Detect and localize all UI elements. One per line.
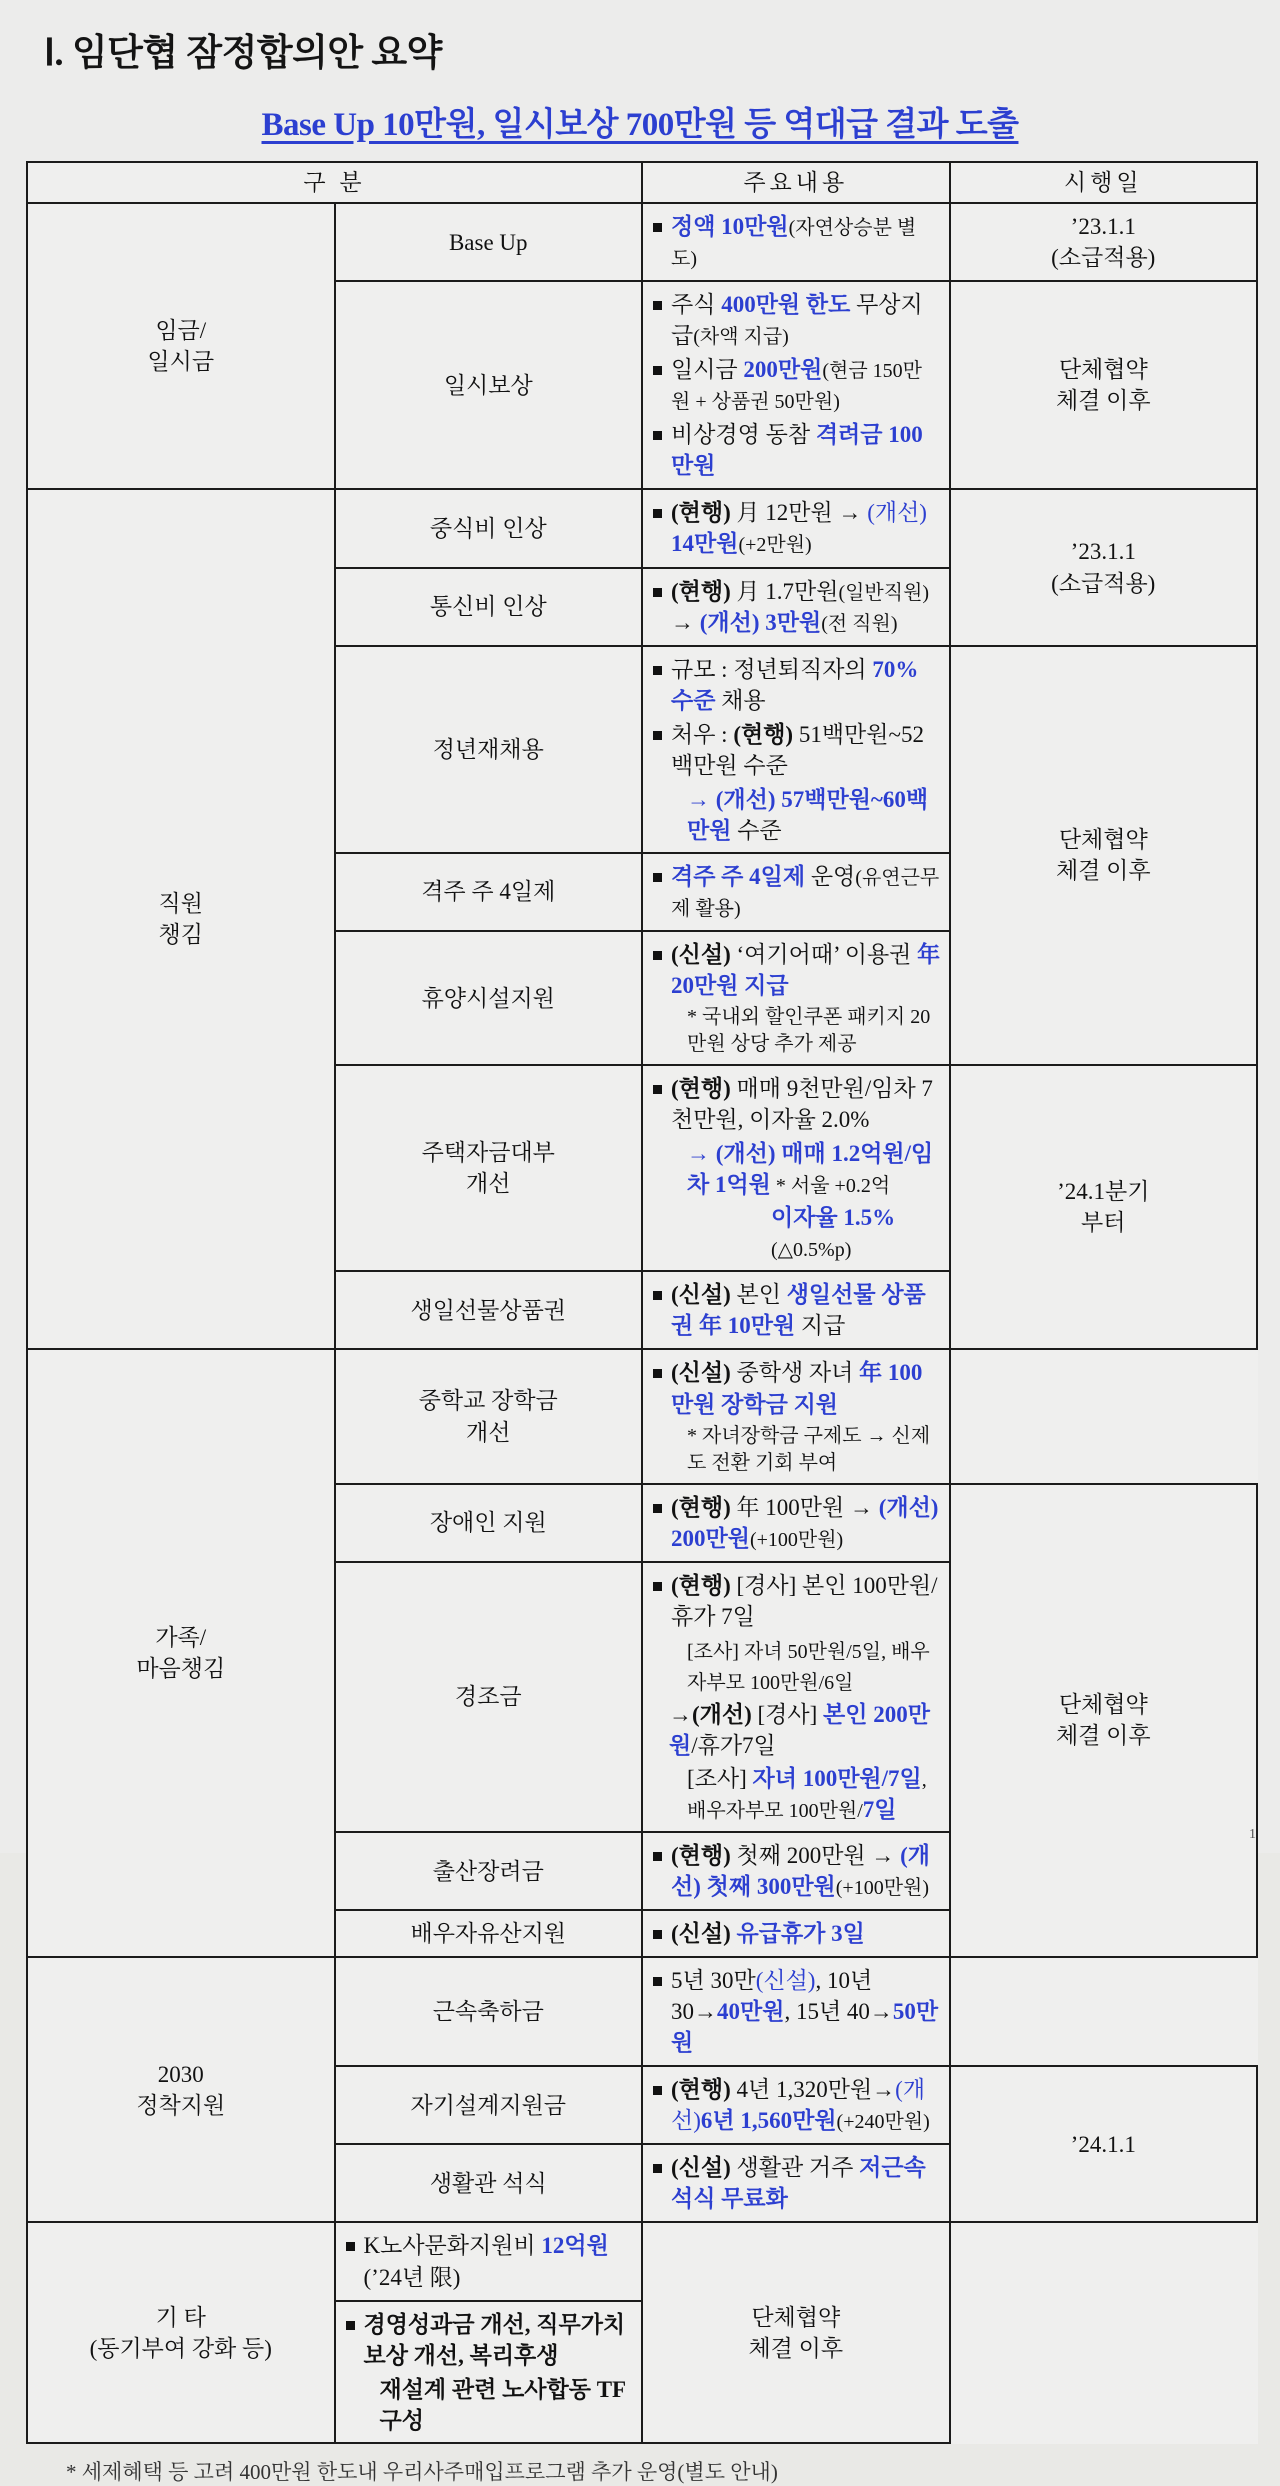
item-cell: 생일선물상품권: [335, 1271, 643, 1349]
bullet-line: [651, 1357, 941, 1419]
text-span: (현행): [671, 1076, 731, 1102]
text-span: 月 12만원 →: [730, 500, 868, 526]
text-span: (현행): [671, 2077, 731, 2103]
content-cell: [642, 1957, 950, 2066]
content-cell: [642, 2066, 950, 2144]
text-span: [경사]: [751, 1701, 824, 1727]
bullet-line: [651, 497, 941, 559]
page-title: Ⅰ. 임단협 잠정합의안 요약: [44, 33, 442, 74]
text-span: (자연상승분 별도): [671, 217, 917, 271]
text-span: [조사]: [687, 1765, 753, 1791]
text-span: , 배우자부모 100만원/: [687, 1768, 927, 1822]
note-line: [651, 1004, 941, 1058]
bullet-line: [651, 1570, 941, 1632]
text-span: ‘여기어때’ 이용권: [730, 941, 918, 967]
page-subtitle: Base Up 10만원, 일시보상 700만원 등 역대급 결과 도출: [261, 107, 1019, 143]
text-span: (차액 지급): [693, 326, 789, 349]
table-row: [27, 2222, 1257, 2300]
text-span: (신설): [671, 1360, 731, 1386]
continuation-line: [651, 1138, 941, 1200]
text-span: (+2만원): [738, 534, 812, 557]
item-cell: 주택자금대부 개선: [335, 1065, 643, 1271]
text-span: 생일선물 상품권 年 10만원: [671, 1282, 926, 1339]
text-span: 첫째 200만원 →: [730, 1843, 901, 1869]
content-cell: [642, 1271, 950, 1349]
content-cell: [642, 489, 950, 567]
bullet-line: [651, 654, 941, 716]
text-span: 7일: [862, 1796, 897, 1822]
text-span: (+240만원): [836, 2111, 930, 2134]
text-span: (전 직원): [821, 612, 898, 635]
content-cell: [642, 1349, 950, 1483]
category-cell: 임금/ 일시금: [27, 203, 335, 489]
text-span: 400만원 한도: [721, 292, 851, 318]
text-span: 무상지급: [671, 292, 923, 349]
date-cell: ’24.1분기 부터: [950, 1065, 1258, 1349]
text-span: 年 100만원 →: [730, 1494, 879, 1520]
text-span: 생활관 거주: [730, 2155, 860, 2181]
bullet-line: [344, 2309, 634, 2371]
table-header-row: [27, 162, 1257, 203]
text-span: (현행): [671, 1572, 731, 1598]
text-span: 200만원: [743, 357, 823, 383]
text-span: (신설): [671, 2155, 731, 2181]
text-span: →: [669, 1701, 692, 1727]
text-span: K노사문화지원비: [363, 2233, 542, 2259]
text-span: 규모 : 정년퇴직자의: [671, 656, 873, 682]
text-span: 5년 30만: [671, 1968, 756, 1994]
category-cell: 기 타 (동기부여 강화 등): [27, 2222, 335, 2442]
text-span: 4년 1,320만원→: [730, 2077, 896, 2103]
text-span: (개선): [867, 500, 927, 526]
category-cell: 가족/ 마음챙김: [27, 1349, 335, 1957]
text-span: 격주 주 4일제: [671, 863, 806, 889]
item-cell: 출산장려금: [335, 1832, 643, 1910]
bullet-line: [651, 1965, 941, 2058]
text-span: 채용: [715, 687, 766, 713]
bullet-line: [651, 1492, 941, 1554]
text-span: (개선) 57백만원~60백만원: [687, 786, 929, 843]
header-category: 구 분: [27, 162, 642, 203]
content-cell: [642, 568, 950, 646]
text-span: (유연근무제 활용): [671, 866, 940, 920]
text-span: 70% 수준: [671, 656, 919, 713]
text-span: (+100만원): [835, 1877, 929, 1900]
text-span: 주식: [671, 292, 722, 318]
category-cell: 2030 정착지원: [27, 1957, 335, 2222]
text-span: 50만원: [671, 1999, 939, 2056]
text-span: 수준: [731, 817, 782, 843]
text-span: 처우 :: [671, 721, 734, 747]
text-span: 본인: [730, 1282, 787, 1308]
date-cell: 단체협약 체결 이후: [950, 1484, 1258, 1958]
item-cell: 근속축하금: [335, 1957, 643, 2066]
header-date: 시행일: [950, 162, 1258, 203]
bullet-line: [651, 576, 941, 638]
bullet-line: [651, 1918, 941, 1949]
text-span: (개선) 매매 1.2억원/임차 1억원: [687, 1141, 934, 1198]
content-cell: [642, 1065, 950, 1271]
content-cell: [642, 646, 950, 853]
bullet-line: [651, 419, 941, 481]
bullet-line: [651, 1073, 941, 1135]
text-span: (현행): [733, 721, 794, 747]
text-span: 일시금: [671, 357, 744, 383]
text-span: 격려금 100만원: [671, 422, 923, 479]
text-span: (△0.5%p): [771, 1239, 852, 1262]
text-span: (현행): [671, 1843, 731, 1869]
content-cell: [642, 1832, 950, 1910]
text-span: 年 20만원 지급: [671, 941, 941, 999]
text-span: (개선): [692, 1701, 752, 1727]
note-line: [651, 1423, 941, 1477]
table-row: [27, 203, 1257, 281]
date-cell: 단체협약 체결 이후: [642, 2222, 950, 2442]
text-span: (현행): [671, 578, 731, 604]
text-span: (’24년 限): [363, 2264, 461, 2290]
item-cell: 장애인 지원: [335, 1484, 643, 1562]
text-span: 年 100만원 장학금 지원: [671, 1360, 923, 1417]
bullet-line: [651, 861, 941, 923]
content-cell: [335, 2222, 643, 2300]
item-cell: 통신비 인상: [335, 568, 643, 646]
text-span: [경사] 본인 100만원/휴가 7일: [671, 1572, 938, 1629]
content-cell: [642, 1910, 950, 1957]
bullet-line: [651, 289, 941, 351]
page-number: 1: [1249, 1827, 1256, 1842]
text-span: 매매 9천만원/임차 7천만원, 이자율 2.0%: [671, 1076, 933, 1133]
text-span: 비상경영 동참: [671, 422, 816, 448]
text-span: (개선) 첫째 300만원: [671, 1843, 931, 1900]
item-cell: 일시보상: [335, 281, 643, 489]
text-span: 저근속 석식 무료화: [671, 2155, 926, 2212]
text-span: (개선) 200만원: [671, 1494, 939, 1551]
date-cell: 단체협약 체결 이후: [950, 646, 1258, 1065]
text-span: →: [687, 786, 716, 812]
text-span: * 국내외 할인쿠폰 패키지 20만원 상당 추가 제공: [687, 1006, 931, 1056]
bullet-line: [651, 939, 941, 1001]
content-cell: [642, 1484, 950, 1562]
item-cell: Base Up: [335, 203, 643, 281]
text-span: (신설): [755, 1968, 816, 1994]
text-span: (현금 150만원 + 상품권 50만원): [671, 360, 922, 414]
arrow-line: [651, 1699, 941, 1761]
table-row: [27, 1957, 1257, 2066]
text-span: 자녀 100만원/7일: [752, 1765, 922, 1791]
text-span: →: [687, 1141, 716, 1167]
item-cell: 중학교 장학금 개선: [335, 1349, 643, 1483]
category-cell: 직원 챙김: [27, 489, 335, 1349]
header-content: 주요내용: [642, 162, 950, 203]
content-cell: [642, 281, 950, 489]
text-span: 12억원: [541, 2233, 609, 2259]
bullet-line: [651, 719, 941, 781]
bullet-line: [651, 354, 941, 416]
text-span: (신설): [671, 941, 731, 967]
table-row: [27, 1349, 1257, 1483]
text-span: (현행): [671, 1494, 731, 1520]
centered-line: [651, 1202, 941, 1264]
text-span: 정액 10만원: [671, 214, 789, 240]
content-cell: [642, 2144, 950, 2222]
table-row: [27, 489, 1257, 567]
text-span: 40만원: [717, 1999, 785, 2025]
bullet-line: [651, 1840, 941, 1902]
text-span: 이자율 1.5%: [771, 1205, 896, 1231]
text-span: 재설계 관련 노사합동 TF 구성: [379, 2376, 626, 2433]
text-span: , 15년 40→: [784, 1999, 893, 2025]
text-span: (신설): [671, 1921, 731, 1947]
continuation-line: [651, 784, 941, 846]
footnote: * 세제혜택 등 고려 400만원 한도내 우리사주매입프로그램 추가 운영(별도 안내): [66, 2459, 778, 2484]
text-span: 月 1.7만원: [730, 578, 839, 604]
continuation-line: [344, 2374, 634, 2436]
text-span: [조사] 자녀 50만원/5일, 배우자부모 100만원/6일: [687, 1640, 930, 1694]
table-body: [27, 203, 1257, 2443]
bullet-line: [344, 2230, 634, 2292]
text-span: 지급: [795, 1313, 846, 1339]
text-span: 본인 200만원: [669, 1701, 930, 1758]
text-span: 6년 1,560만원: [700, 2108, 837, 2134]
date-cell: ’24.1.1: [950, 2066, 1258, 2222]
text-span: * 서울 +0.2억: [770, 1175, 891, 1198]
item-cell: 생활관 석식: [335, 2144, 643, 2222]
bullet-line: [651, 211, 941, 273]
item-cell: 정년재채용: [335, 646, 643, 853]
text-span: * 자녀장학금 구제도 → 신제도 전환 기회 부여: [687, 1424, 931, 1474]
bullet-line: [651, 2074, 941, 2136]
text-span: 중학생 자녀: [730, 1360, 860, 1386]
text-span: 경영성과금 개선, 직무가치 보상 개선, 복리후생: [363, 2311, 626, 2368]
text-span: , 10년 30→: [671, 1968, 873, 2025]
continuation-line: [651, 1763, 941, 1825]
item-cell: 배우자유산지원: [335, 1910, 643, 1957]
item-cell: 중식비 인상: [335, 489, 643, 567]
text-span: (현행): [671, 500, 731, 526]
summary-table: [26, 161, 1258, 2444]
content-cell: [642, 203, 950, 281]
item-cell: 자기설계지원금: [335, 2066, 643, 2144]
continuation-line: [651, 1635, 941, 1697]
content-cell: [335, 2301, 643, 2443]
text-span: 51백만원~52백만원 수준: [671, 721, 924, 778]
item-cell: 경조금: [335, 1562, 643, 1832]
bullet-line: [651, 1279, 941, 1341]
text-span: (개선) 3만원: [699, 609, 822, 635]
text-span: (일반직원): [838, 581, 930, 604]
text-span: (+100만원): [749, 1528, 844, 1551]
date-cell: ’23.1.1 (소급적용): [950, 203, 1258, 281]
text-span: (개선): [671, 2077, 926, 2134]
text-span: 14만원: [671, 531, 739, 557]
text-span: /휴가7일: [691, 1732, 776, 1758]
date-cell: 단체협약 체결 이후: [950, 281, 1258, 489]
content-cell: [642, 1562, 950, 1832]
text-span: 유급휴가 3일: [736, 1921, 865, 1947]
date-cell: ’23.1.1 (소급적용): [950, 489, 1258, 645]
text-span: →: [671, 609, 700, 635]
item-cell: 휴양시설지원: [335, 931, 643, 1065]
text-span: (신설): [671, 1282, 731, 1308]
content-cell: [642, 853, 950, 931]
content-cell: [642, 931, 950, 1065]
text-span: 운영: [805, 863, 856, 889]
item-cell: 격주 주 4일제: [335, 853, 643, 931]
bullet-line: [651, 2152, 941, 2214]
